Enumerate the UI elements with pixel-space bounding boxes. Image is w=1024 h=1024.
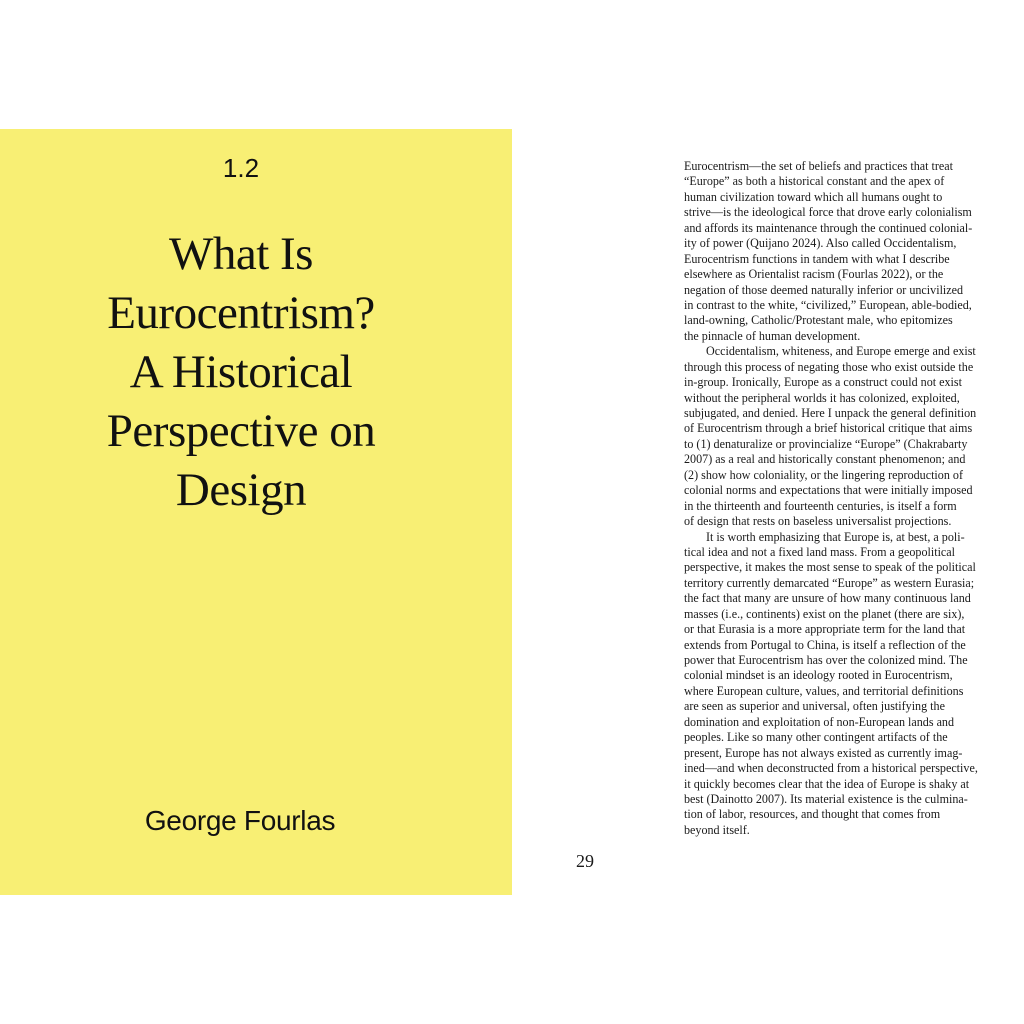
text-line: masses (i.e., continents) exist on the planet (there are six), (684, 606, 965, 621)
text-line: strive—is the ideological force that drove early colonialism (684, 205, 972, 220)
chapter-title-line: What Is (169, 228, 313, 280)
text-line: it quickly becomes clear that the idea of Europe is shaky at (684, 776, 970, 791)
text-line: best (Dainotto 2007). Its material existence is the culmina- (684, 791, 968, 806)
text-line: and affords its maintenance through the continued colonial- (684, 220, 973, 235)
text-line: to (1) denaturalize or provincialize “Europe” (Chakrabarty (684, 436, 968, 451)
text-line: colonial norms and expectations that were initially imposed (684, 483, 973, 498)
text-line: in-group. Ironically, Europe as a construct could not exist (684, 375, 962, 390)
text-line: the fact that many are unsure of how many continuous land (684, 591, 971, 606)
text-line: of design that rests on baseless universalist projections. (684, 514, 952, 529)
text-line: power that Eurocentrism has over the colonized mind. The (684, 653, 968, 667)
text-line: (2) show how coloniality, or the lingering reproduction of (684, 467, 963, 482)
text-line: in contrast to the white, “civilized,” European, able-bodied, (684, 297, 972, 312)
text-line: without the peripheral worlds it has colonized, exploited, (684, 390, 960, 405)
text-line: tical idea and not a fixed land mass. From a geopolitical (684, 544, 956, 559)
text-line: of Eurocentrism through a brief historical critique that aims (684, 421, 973, 436)
text-line: tion of labor, resources, and thought that comes from (684, 807, 941, 822)
text-line: or that Eurasia is a more appropriate term for the land that (684, 622, 966, 637)
author-name: George Fourlas (144, 805, 336, 836)
text-line: perspective, it makes the most sense to speak of the political (684, 560, 976, 575)
text-line: Eurocentrism—the set of beliefs and practices that treat (684, 159, 953, 173)
text-line: domination and exploitation of non-European lands and (684, 714, 955, 729)
text-line: Eurocentrism functions in tandem with what I describe (684, 251, 950, 266)
chapter-title (0, 225, 482, 520)
chapter-title-page (0, 129, 512, 895)
chapter-title-line: Design (175, 464, 307, 516)
text-line: extends from Portugal to China, is itself a reflection of the (684, 637, 966, 652)
text-line: where European culture, values, and territorial definitions (684, 683, 964, 698)
text-line: peoples. Like so many other contingent artifacts of the (684, 730, 948, 745)
text-line: 2007) as a real and historically constant phenomenon; and (684, 452, 966, 467)
page-number: 29 (576, 851, 594, 871)
text-line: in the thirteenth and fourteenth centuries, is itself a form (684, 498, 957, 513)
text-line: present, Europe has not always existed as currently imag- (684, 745, 963, 760)
chapter-title-line: A Historical (129, 346, 353, 398)
text-line: the pinnacle of human development. (684, 328, 861, 343)
chapter-title-line: Perspective on (106, 405, 376, 457)
text-line: It is worth emphasizing that Europe is, at best, a poli- (706, 529, 965, 544)
text-line: beyond itself. (684, 822, 750, 837)
text-line: subjugated, and denied. Here I unpack the general definition (684, 406, 977, 420)
text-line: ined—and when deconstructed from a historical perspective, (684, 761, 978, 776)
text-line: Occidentalism, whiteness, and Europe emerge and exist (706, 344, 976, 359)
chapter-number: 1.2 (222, 153, 260, 183)
text-line: are seen as superior and universal, often justifying the (684, 699, 945, 714)
text-line: elsewhere as Orientalist racism (Fourlas 2022), or the (684, 267, 944, 282)
text-line: colonial mindset is an ideology rooted in Eurocentrism, (684, 668, 953, 683)
text-line: through this process of negating those who exist outside the (684, 359, 974, 374)
text-line: land-owning, Catholic/Protestant male, who epitomizes (684, 313, 953, 328)
text-line: human civilization toward which all humans ought to (684, 189, 943, 204)
text-line: ity of power (Quijano 2024). Also called Occidentalism, (684, 236, 957, 251)
text-page (512, 129, 1024, 895)
text-line: “Europe” as both a historical constant and the apex of (684, 174, 945, 189)
chapter-title-line: Eurocentrism? (107, 287, 375, 339)
body-text (684, 159, 996, 838)
text-line: territory currently demarcated “Europe” as western Eurasia; (684, 575, 975, 590)
text-line: negation of those deemed naturally inferior or uncivilized (684, 282, 964, 297)
